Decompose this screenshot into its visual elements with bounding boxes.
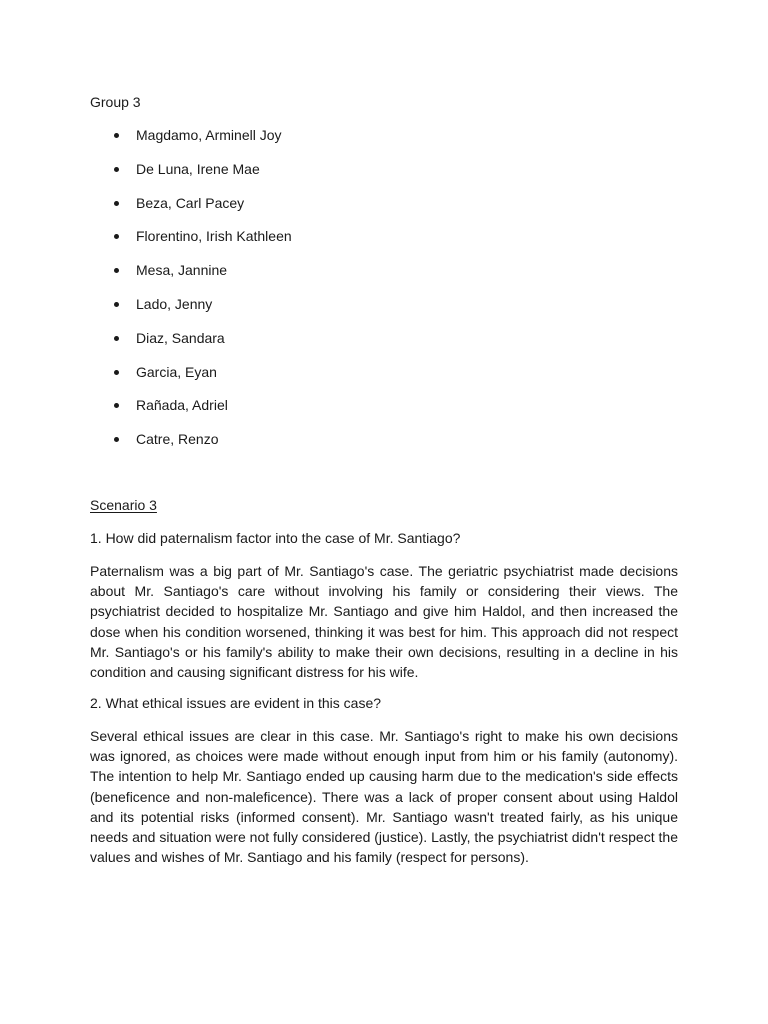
member-name: Mesa, Jannine (136, 262, 228, 279)
bullet-icon (114, 370, 119, 375)
member-name: De Luna, Irene Mae (136, 160, 260, 177)
bullet-icon (114, 437, 119, 442)
bullet-icon (114, 201, 119, 206)
answer-2: Several ethical issues are clear in this case. Mr. Santiago's right to make his own decisions was ignored, as choices were made without enough input from him or his family (autonomy). The intention to help Mr. Santiago ended up causing harm due to the medication's side effects (beneficence and non-maleficence). There was a lack of proper consent about using Haldol and its potential risks (informed consent). Mr. Santiago wasn't treated fairly, as his unique needs and situation were not fully considered (justice). Lastly, the psychiatrist didn't respect the values and wishes of Mr. Santiago and his family (respect for persons). (90, 728, 678, 866)
scenario-title: Scenario 3 (90, 497, 157, 513)
question-2: 2. What ethical issues are evident in this case? (90, 695, 382, 711)
member-name: Lado, Jenny (136, 295, 213, 312)
bullet-icon (114, 336, 119, 341)
question-1: 1. How did paternalism factor into the case of Mr. Santiago? (90, 530, 461, 546)
bullet-icon (114, 268, 119, 273)
bullet-icon (114, 133, 119, 138)
bullet-icon (114, 167, 119, 172)
member-name: Beza, Carl Pacey (136, 194, 245, 211)
bullet-icon (114, 302, 119, 307)
answer-1: Paternalism was a big part of Mr. Santiago's case. The geriatric psychiatrist made decisions about Mr. Santiago's care without involving his family or considering their views. The psychiatrist decided to hospitalize Mr. Santiago and give him Haldol, and then increased the dose when his condition worsened, thinking it was best for him. This approach did not respect Mr. Santiago's or his family's ability to make their own decisions, resulting in a decline in his condition and causing significant distress for his wife. (90, 563, 678, 681)
member-name: Diaz, Sandara (136, 329, 225, 346)
member-name: Florentino, Irish Kathleen (136, 228, 292, 245)
bullet-icon (114, 403, 119, 408)
member-name: Rañada, Adriel (136, 397, 228, 414)
bullet-icon (114, 234, 119, 239)
member-name: Garcia, Eyan (136, 363, 217, 380)
member-name: Magdamo, Arminell Joy (136, 127, 282, 143)
member-name: Catre, Renzo (136, 431, 219, 448)
group-title: Group 3 (90, 94, 141, 110)
